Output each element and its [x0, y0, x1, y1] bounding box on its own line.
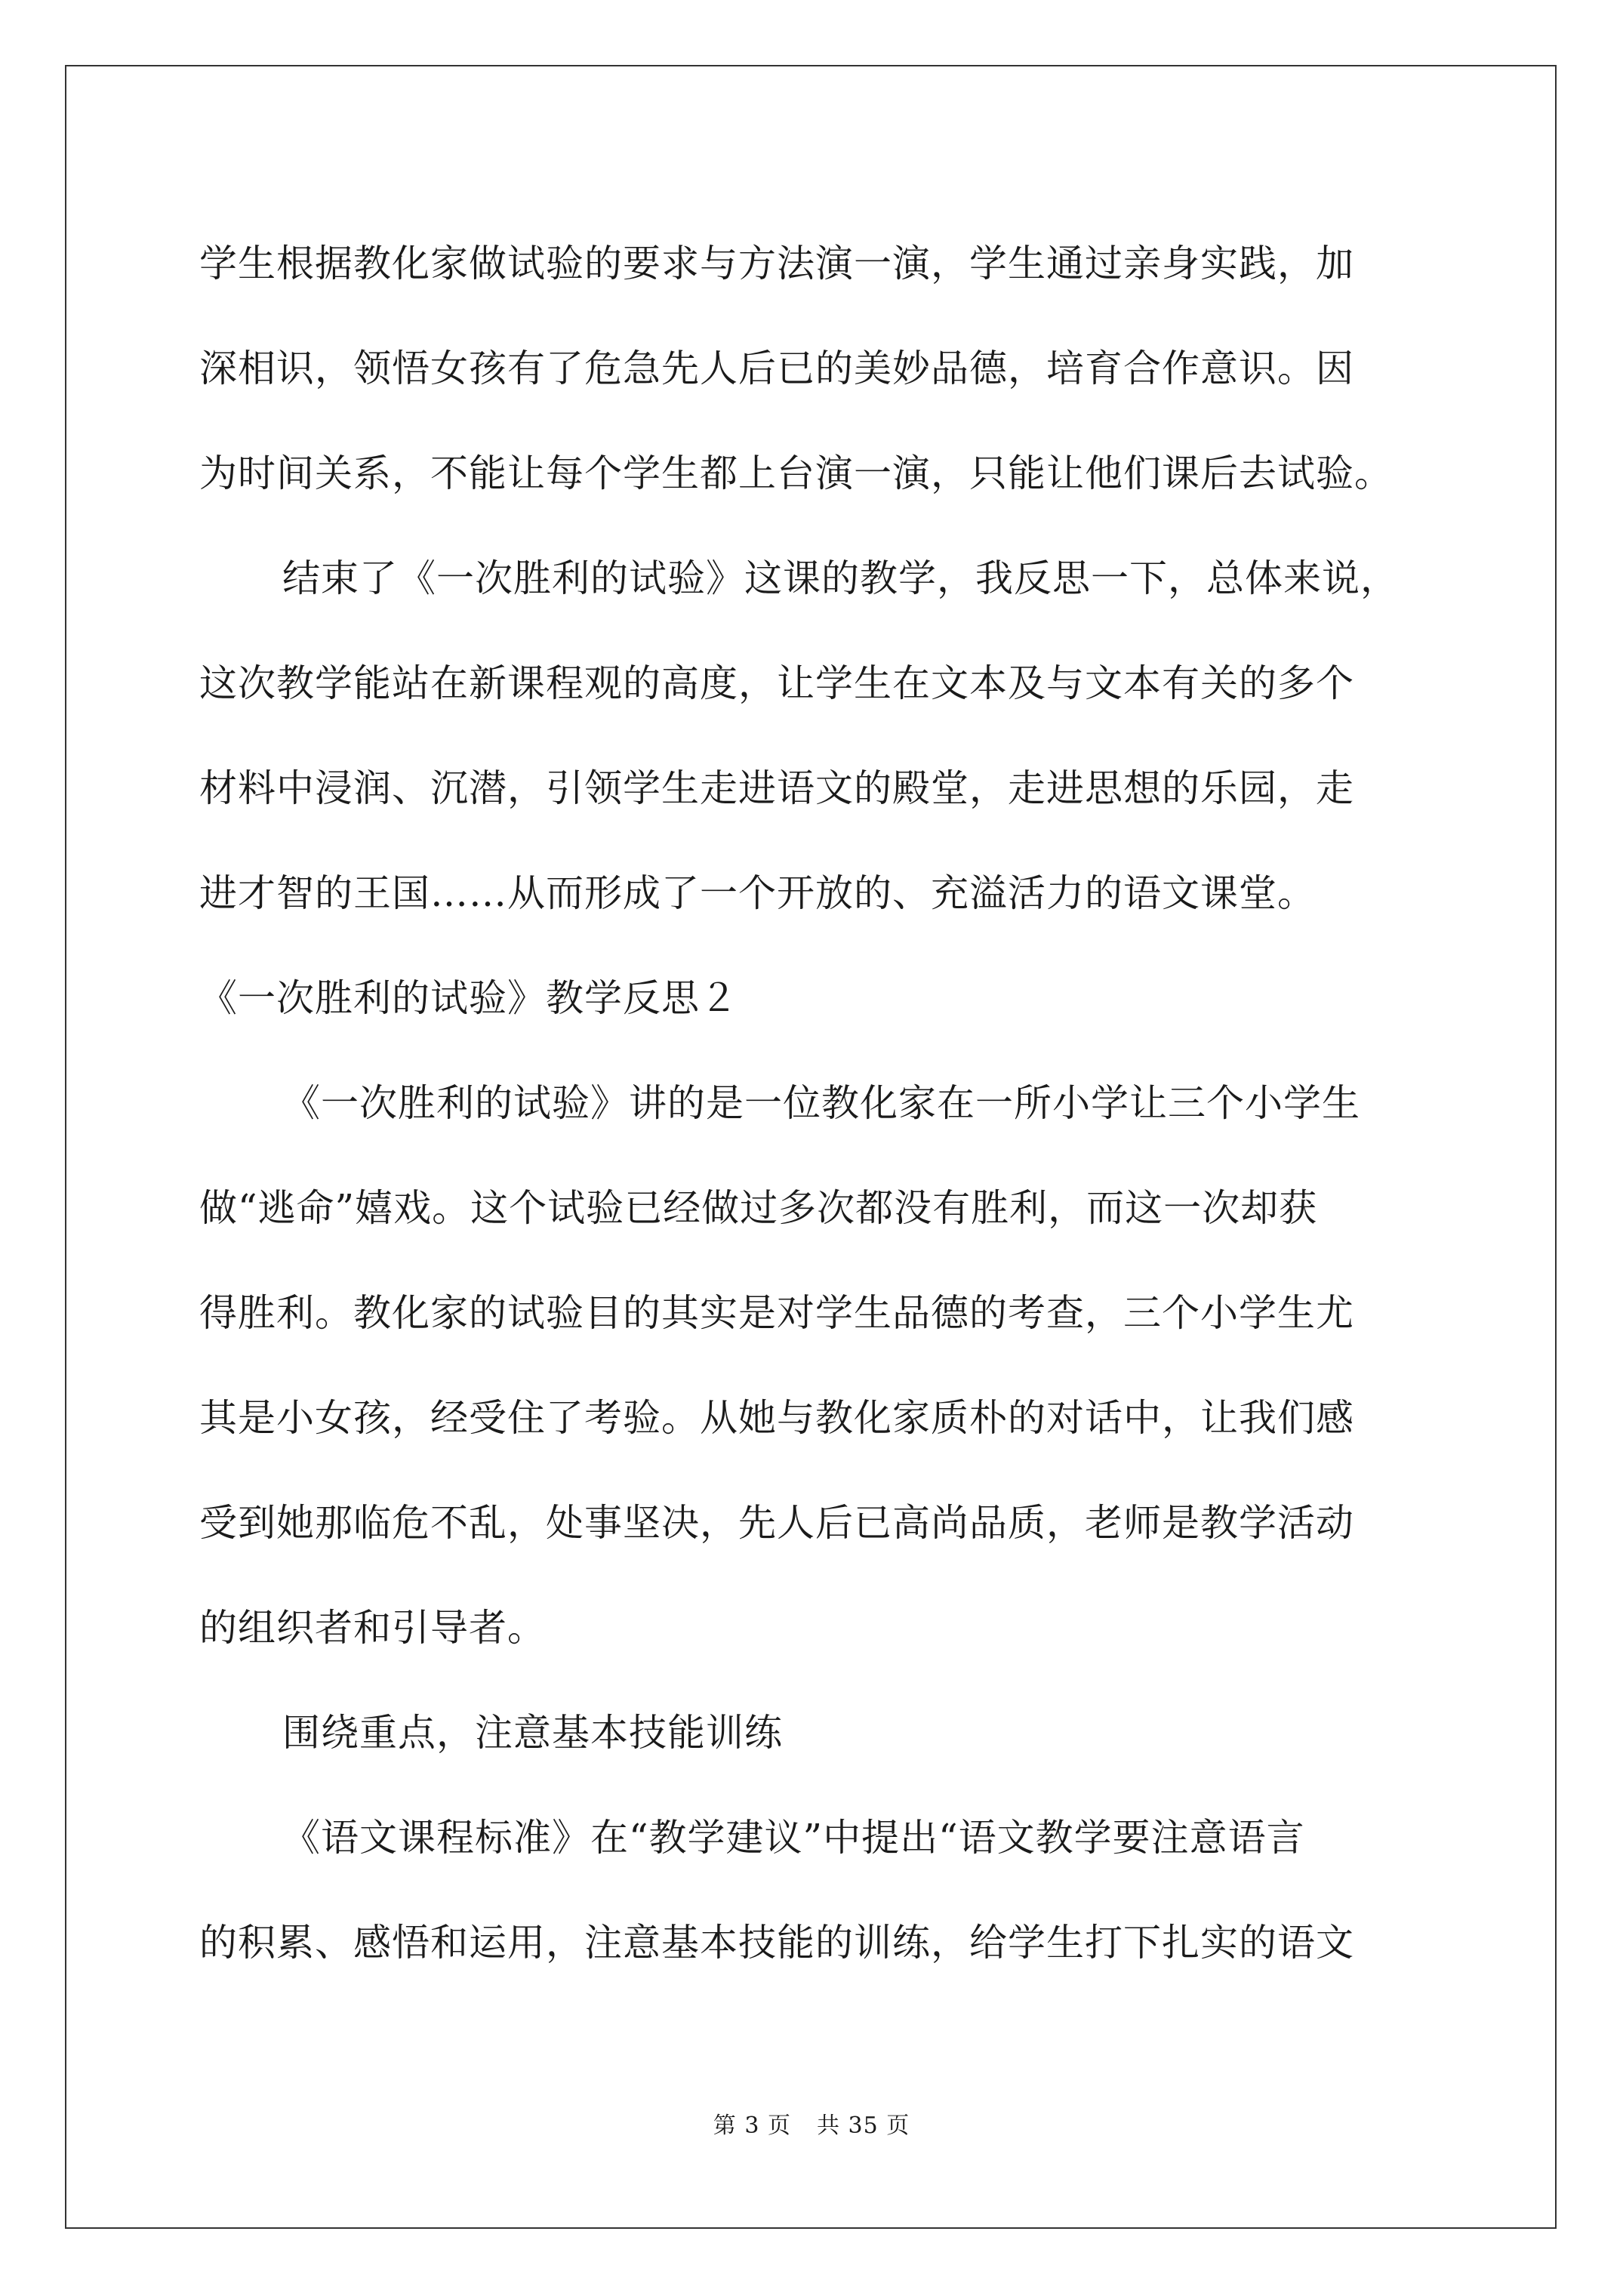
body-line: 这次教学能站在新课程观的高度，让学生在文本及与文本有关的多个 — [199, 661, 1354, 705]
body-line: 为时间关系，不能让每个学生都上台演一演，只能让他们课后去试验。 — [199, 451, 1393, 495]
body-line: 学生根据教化家做试验的要求与方法演一演，学生通过亲身实践，加 — [199, 242, 1354, 285]
body-line: 做“逃命”嬉戏。这个试验已经做过多次都没有胜利，而这一次却获 — [199, 1186, 1318, 1230]
body-line: 结束了《一次胜利的试验》这课的教学，我反思一下，总体来说， — [282, 556, 1399, 600]
body-line: 材料中浸润、沉潜，引领学生走进语文的殿堂，走进思想的乐园，走 — [199, 766, 1354, 810]
body-line: 的积累、感悟和运用，注意基本技能的训练，给学生打下扎实的语文 — [199, 1921, 1354, 1965]
body-line: 《一次胜利的试验》讲的是一位教化家在一所小学让三个小学生 — [282, 1081, 1360, 1125]
body-line: 深相识，领悟女孩有了危急先人后已的美妙品德，培育合作意识。因 — [199, 347, 1354, 390]
subheading-line: 围绕重点，注意基本技能训练 — [282, 1711, 783, 1755]
document-body — [199, 211, 1452, 1996]
page-number: 第 3 页 — [713, 2113, 791, 2139]
section-heading: 《一次胜利的试验》教学反思２ — [199, 976, 738, 1020]
body-line: 其是小女孩，经受住了考验。从她与教化家质朴的对话中，让我们感 — [199, 1396, 1354, 1440]
body-line: 《语文课程标准》在“教学建议”中提出“语文教学要注意语言 — [282, 1816, 1305, 1860]
body-line: 受到她那临危不乱，处事坚决，先人后已高尚品质，老师是教学活动 — [199, 1501, 1354, 1545]
page-footer — [0, 2106, 1623, 2140]
body-line: 的组织者和引导者。 — [199, 1606, 546, 1650]
page-total: 共 35 页 — [816, 2113, 910, 2139]
body-line: 得胜利。教化家的试验目的其实是对学生品德的考查，三个小学生尤 — [199, 1291, 1354, 1335]
body-line: 进才智的王国……从而形成了一个开放的、充溢活力的语文课堂。 — [199, 871, 1316, 915]
